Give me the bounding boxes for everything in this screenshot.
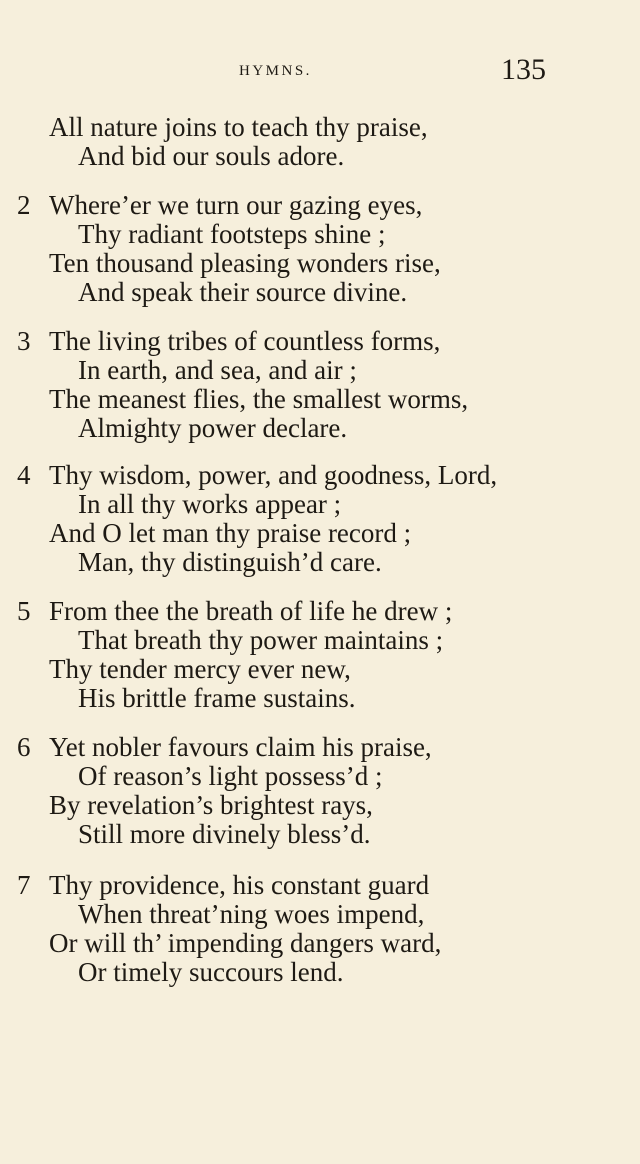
stanza-number: 5: [17, 596, 31, 626]
verse-line: The meanest flies, the smallest worms,: [49, 384, 469, 414]
stanza-number: 3: [17, 326, 31, 356]
verse-line: Of reason’s light possess’d ;: [78, 761, 383, 791]
verse-line: And speak their source divine.: [78, 277, 408, 307]
page-number: 135: [501, 53, 546, 86]
verse-line: Ten thousand pleasing wonders rise,: [49, 248, 441, 278]
stanza-number: 6: [17, 732, 31, 762]
verse-line: Man, thy distinguish’d care.: [78, 547, 382, 577]
verse-line: Thy providence, his constant guard: [49, 870, 430, 900]
verse-line: Thy tender mercy ever new,: [49, 654, 351, 684]
verse-line: In earth, and sea, and air ;: [78, 355, 357, 385]
verse-line: And bid our souls adore.: [78, 141, 345, 171]
verse-line: Thy radiant footsteps shine ;: [78, 219, 386, 249]
stanza-number: 4: [17, 460, 31, 490]
verse-line: By revelation’s brightest rays,: [49, 790, 373, 820]
verse-line: Thy wisdom, power, and goodness, Lord,: [49, 460, 498, 490]
verse-line: Still more divinely bless’d.: [78, 819, 371, 849]
stanza-number: 7: [17, 870, 31, 900]
verse-line: Or timely succours lend.: [78, 957, 344, 987]
verse-line: Or will th’ impending dangers ward,: [49, 928, 442, 958]
verse-line: Yet nobler favours claim his praise,: [49, 732, 432, 762]
stanza-number: 2: [17, 190, 31, 220]
verse-line: When threat’ning woes impend,: [78, 899, 425, 929]
verse-line: And O let man thy praise record ;: [49, 518, 412, 548]
verse-line: All nature joins to teach thy praise,: [49, 112, 428, 142]
verse-line: In all thy works appear ;: [78, 489, 342, 519]
verse-line: Almighty power declare.: [78, 413, 348, 443]
verse-line: Where’er we turn our gazing eyes,: [49, 190, 423, 220]
verse-line: His brittle frame sustains.: [78, 683, 356, 713]
running-header: HYMNS.: [239, 63, 312, 79]
verse-line: That breath thy power maintains ;: [78, 625, 444, 655]
verse-line: The living tribes of countless forms,: [49, 326, 441, 356]
verse-line: From thee the breath of life he drew ;: [49, 596, 453, 626]
